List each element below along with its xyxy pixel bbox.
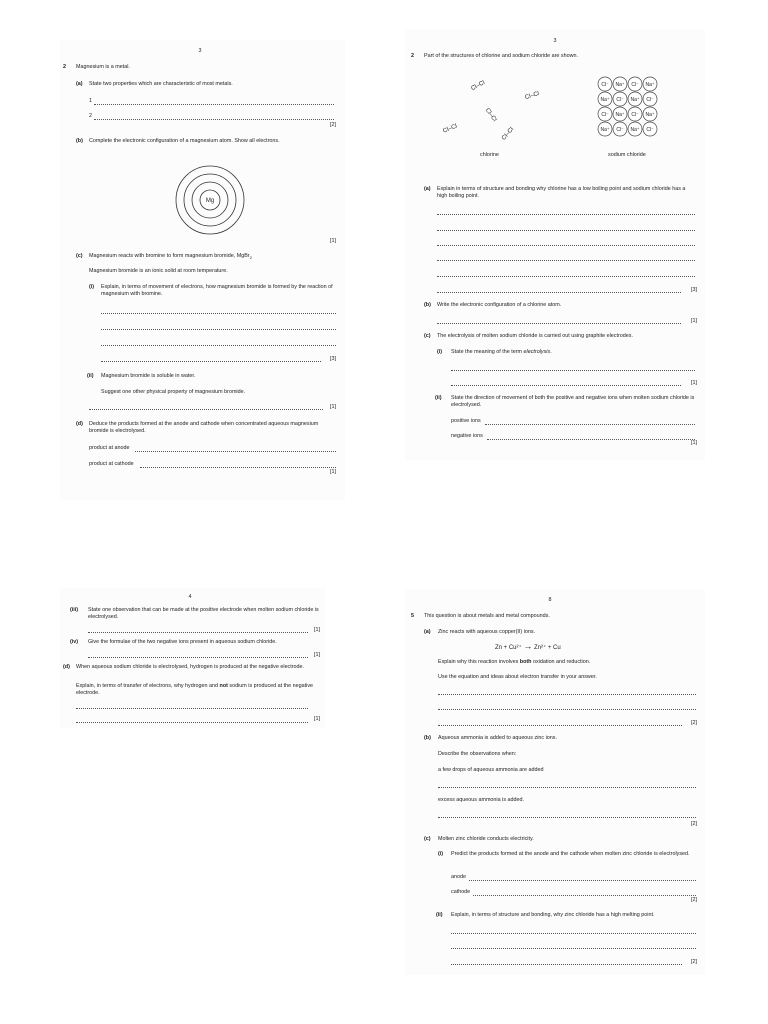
svg-text:Na⁺: Na⁺ (645, 112, 655, 118)
answer-line (451, 385, 681, 386)
answer-line (437, 292, 681, 293)
part-d-text2-post: sodium is produced at the negative electrode. (76, 683, 314, 696)
part-a-text2 (438, 659, 590, 666)
answer-line (89, 409, 323, 410)
part-cii-label: (ii) (87, 373, 94, 379)
part-cii-label: (ii) (435, 395, 442, 401)
equation-products: Zn²⁺ + Cu (534, 645, 561, 651)
svg-text:Na⁺: Na⁺ (615, 112, 625, 118)
part-a-text2-bold: both (519, 659, 532, 665)
marks-iv: [1] (314, 652, 320, 658)
part-c-text2: Magnesium bromide is an ionic solid at room temperature. (89, 268, 228, 274)
part-cii-text2: Suggest one other physical property of magnesium bromide. (101, 389, 246, 395)
marks-d: [1] (330, 469, 336, 475)
part-iv-label: (iv) (70, 639, 79, 645)
question-number: 2 (63, 64, 66, 70)
part-d-text2-bold: not (219, 683, 228, 689)
svg-text:Cl⁻: Cl⁻ (616, 127, 624, 133)
part-ci-text-pre: State the meaning of the term (451, 349, 524, 355)
excess-label: excess aqueous ammonia is added. (438, 797, 525, 803)
answer-line (94, 104, 334, 105)
marks-cii: [2] (691, 959, 697, 965)
formula-subscript: 2 (249, 255, 252, 261)
answer-line (88, 632, 308, 633)
page-number: 8 (548, 597, 552, 603)
answer-line (438, 694, 696, 695)
answer-line (437, 260, 695, 261)
part-a-text: State two properties which are characteristic of most metals. (89, 81, 233, 87)
part-a-text3: Use the equation and ideas about electron transfer in your answer. (438, 674, 597, 680)
answer-number-1: 1 (89, 98, 92, 104)
answer-line (101, 361, 321, 362)
chlorine-molecule: Cl–Cl (501, 126, 516, 142)
part-d-label: (d) (76, 421, 83, 427)
marks-ci: [3] (330, 356, 336, 362)
page-number: 3 (198, 48, 202, 54)
part-ci-text: Explain, in terms of movement of electrons, how magnesium bromide is formed by the reaction of magnesium with bromine. (101, 284, 333, 297)
answer-line (101, 313, 336, 314)
svg-text:Cl⁻: Cl⁻ (646, 127, 654, 133)
svg-text:Na⁺: Na⁺ (630, 97, 640, 103)
anode-product-label: product at anode (89, 445, 130, 451)
marks-b: [1] (330, 238, 336, 244)
svg-text:Na⁺: Na⁺ (630, 127, 640, 133)
svg-text:Cl⁻: Cl⁻ (616, 97, 624, 103)
question-number: 2 (411, 53, 414, 59)
part-d-text: Deduce the products formed at the anode and cathode when concentrated aqueous magnesium bromide is electrolysed. (89, 421, 319, 434)
nucleus-symbol: Mg (205, 198, 215, 204)
chlorine-molecule: Cl–Cl (470, 79, 487, 93)
answer-line (438, 787, 696, 788)
exam-page-bottom-left (60, 588, 325, 728)
part-a-text: Zinc reacts with aqueous copper(II) ions. (438, 629, 536, 635)
part-ci-text-post: . (550, 349, 552, 355)
positive-ions-label: positive ions (451, 418, 481, 424)
part-d-text2-pre: Explain, in terms of transfer of electrons, why hydrogen and (76, 683, 220, 689)
part-ci-label: (i) (89, 284, 95, 290)
page-number: 4 (188, 594, 192, 600)
anode-label: anode (451, 874, 466, 880)
answer-line (437, 276, 695, 277)
question-intro: Part of the structures of chlorine and sodium chloride are shown. (424, 53, 579, 59)
marks-ci: [1] (691, 380, 697, 386)
answer-line (135, 451, 336, 452)
marks-cii: [1] (691, 440, 697, 446)
answer-line (438, 725, 682, 726)
svg-text:Na⁺: Na⁺ (645, 82, 655, 88)
svg-text:Cl⁻: Cl⁻ (631, 112, 639, 118)
few-drops-label: a few drops of aqueous ammonia are added (438, 767, 544, 773)
part-c-text-main: Magnesium reacts with bromine to form magnesium bromide, MgBr (89, 253, 250, 259)
part-b-text2: Describe the observations when: (438, 751, 517, 757)
marks-b: [2] (691, 821, 697, 827)
reaction-equation (495, 643, 561, 652)
part-b-text: Write the electronic configuration of a chlorine atom. (437, 302, 562, 308)
answer-line (437, 245, 695, 246)
answer-line (438, 817, 696, 818)
answer-line (438, 709, 696, 710)
answer-line (437, 230, 695, 231)
part-iii-text: State one observation that can be made at the positive electrode when molten sodium chloride is electrolysed. (88, 607, 319, 620)
answer-line (451, 948, 696, 949)
answer-line (451, 933, 696, 934)
answer-line (101, 329, 336, 330)
part-cii-text: Magnesium bromide is soluble in water. (101, 373, 196, 379)
negative-ions-label: negative ions (451, 433, 483, 439)
chlorine-molecule: Cl–Cl (442, 123, 459, 135)
part-ci-label: (i) (438, 851, 444, 857)
svg-text:Cl⁻: Cl⁻ (601, 82, 609, 88)
marks-cii: [1] (330, 404, 336, 410)
part-cii-label: (ii) (436, 912, 443, 918)
answer-line (451, 964, 682, 965)
part-iii-label: (iii) (70, 607, 79, 613)
answer-line (437, 323, 681, 324)
part-b-label: (b) (76, 138, 83, 144)
answer-line (94, 119, 334, 120)
part-a-label: (a) (424, 629, 431, 635)
svg-text:Cl⁻: Cl⁻ (631, 82, 639, 88)
chlorine-molecule: Cl–Cl (483, 107, 498, 123)
part-a-label: (a) (424, 186, 431, 192)
answer-line (469, 880, 696, 881)
part-c-label: (c) (76, 253, 83, 259)
magnesium-atom-diagram (168, 158, 252, 242)
part-c-text: The electrolysis of molten sodium chloride is carried out using graphite electrodes. (437, 333, 633, 339)
answer-line (437, 214, 695, 215)
sodium-chloride-lattice (597, 76, 663, 142)
exam-page-top-left (60, 40, 345, 500)
marks-a: [3] (691, 287, 697, 293)
question-intro: This question is about metals and metal compounds. (424, 613, 550, 619)
part-a-label: (a) (76, 81, 83, 87)
part-d-label: (d) (63, 664, 70, 670)
answer-line (88, 657, 308, 658)
part-d-text: When aqueous sodium chloride is electrolysed, hydrogen is produced at the negative electrode. (76, 664, 305, 670)
answer-line (487, 439, 695, 440)
answer-line (473, 895, 696, 896)
part-b-text: Complete the electronic configuration of a magnesium atom. Show all electrons. (89, 138, 280, 144)
answer-line (76, 722, 308, 723)
part-ci-label: (i) (437, 349, 443, 355)
svg-text:Na⁺: Na⁺ (615, 82, 625, 88)
part-ci-text: Predict the products formed at the anode and the cathode when molten zinc chloride is electrolysed. (451, 851, 690, 857)
equation-reactants: Zn + Cu²⁺ (495, 645, 522, 651)
marks-ci: [2] (691, 897, 697, 903)
svg-text:Cl⁻: Cl⁻ (601, 112, 609, 118)
marks-a: [2] (330, 122, 336, 128)
part-b-label: (b) (424, 735, 431, 741)
answer-line (140, 467, 336, 468)
part-b-label: (b) (424, 302, 431, 308)
exam-page-bottom-right (405, 590, 705, 975)
cathode-product-label: product at cathode (89, 461, 134, 467)
part-c-label: (c) (424, 333, 431, 339)
svg-text:Cl⁻: Cl⁻ (646, 97, 654, 103)
part-c-label: (c) (424, 836, 431, 842)
answer-line (451, 370, 695, 371)
sodium-chloride-caption: sodium chloride (608, 152, 646, 158)
reaction-arrow-icon: → (523, 641, 533, 651)
part-b-text: Aqueous ammonia is added to aqueous zinc ions. (438, 735, 557, 741)
answer-line (101, 345, 336, 346)
part-c-text (89, 253, 252, 262)
answer-line (76, 708, 308, 709)
marks-d: [1] (314, 716, 320, 722)
marks-b: [1] (691, 318, 697, 324)
part-iv-text: Give the formulae of the two negative ions present in aqueous sodium chloride. (88, 639, 277, 645)
chlorine-caption: chlorine (480, 152, 499, 158)
exam-page-top-right (405, 30, 705, 460)
part-c-text: Molten zinc chloride conducts electricity. (438, 836, 534, 842)
part-cii-text: Explain, in terms of structure and bonding, why zinc chloride has a high melting point. (451, 912, 655, 918)
part-d-text2 (76, 683, 321, 696)
page-number: 3 (553, 38, 557, 44)
question-intro: Magnesium is a metal. (76, 64, 130, 70)
part-ci-text (451, 349, 552, 356)
answer-line (485, 424, 695, 425)
marks-iii: [1] (314, 627, 320, 633)
svg-text:Na⁺: Na⁺ (600, 127, 610, 133)
answer-number-2: 2 (89, 113, 92, 119)
chlorine-molecule: Cl–Cl (524, 90, 541, 102)
part-a-text2-pre: Explain why this reaction involves (438, 659, 520, 665)
question-number: 5 (411, 613, 414, 619)
part-a-text: Explain in terms of structure and bonding why chlorine has a low boiling point and sodium chloride has a high boiling point. (437, 186, 686, 199)
marks-a: [2] (691, 720, 697, 726)
part-cii-text: State the direction of movement of both the positive and negative ions when molten sodium chloride is electrolysed. (451, 395, 695, 408)
svg-text:Na⁺: Na⁺ (600, 97, 610, 103)
part-a-text2-post: oxidation and reduction. (531, 659, 591, 665)
term-electrolysis: electrolysis (523, 349, 551, 355)
cathode-label: cathode (451, 889, 471, 895)
